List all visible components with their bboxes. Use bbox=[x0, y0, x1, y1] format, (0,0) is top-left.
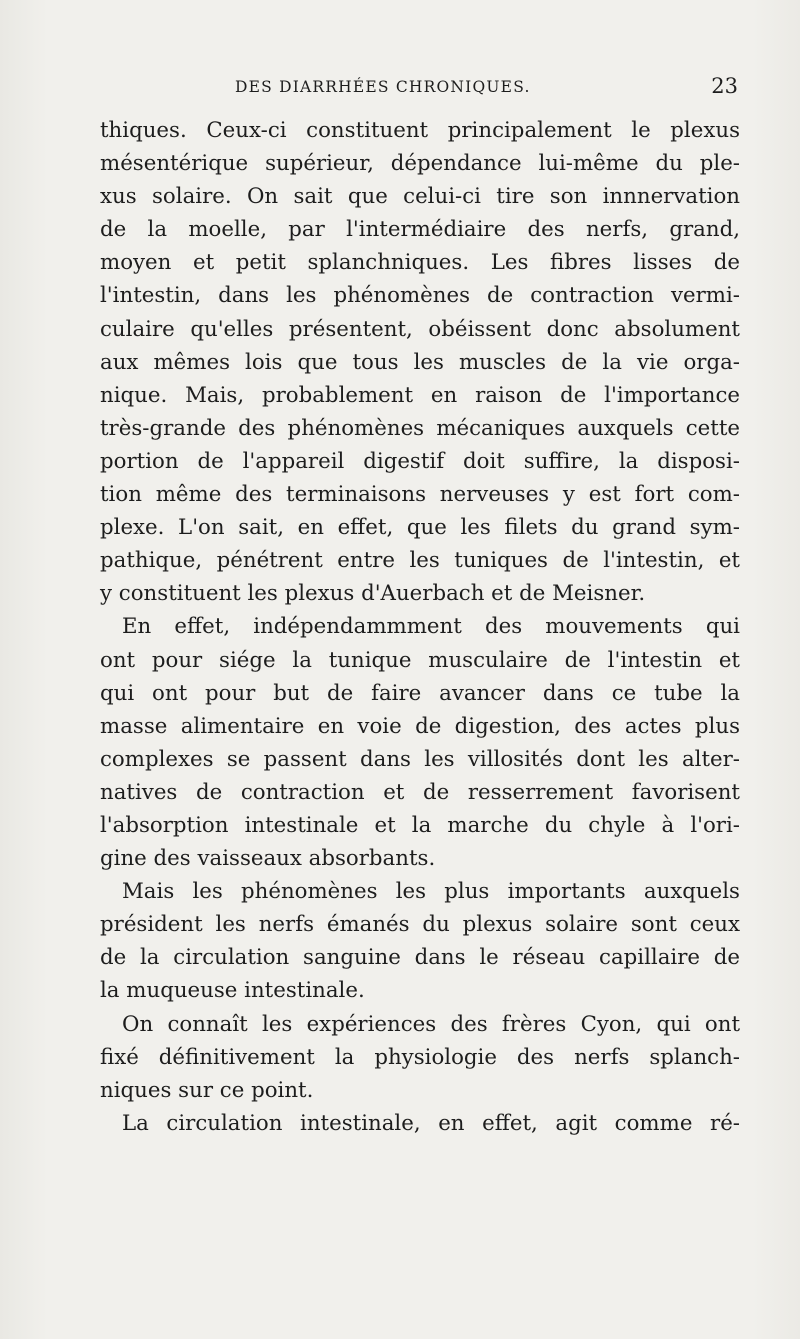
text-line: fixé définitivement la physiologie des nerfs splanch- bbox=[100, 1044, 740, 1070]
running-title: DES DIARRHÉES CHRONIQUES. bbox=[235, 78, 531, 96]
text-line: l'intestin, dans les phénomènes de contraction vermi- bbox=[100, 283, 740, 309]
text-line: mésentérique supérieur, dépendance lui-même du ple- bbox=[100, 151, 740, 177]
text-line: pathique, pénétrent entre les tuniques de l'intestin, et bbox=[100, 548, 740, 574]
text-line: masse alimentaire en voie de digestion, des actes plus bbox=[100, 713, 740, 739]
text-line: moyen et petit splanchniques. Les fibres lisses de bbox=[100, 250, 740, 276]
text-line: complexes se passent dans les villosités dont les alter- bbox=[100, 746, 740, 772]
text-line: natives de contraction et de resserrement favorisent bbox=[100, 779, 740, 805]
text-line: ont pour siége la tunique musculaire de l'intestin et bbox=[100, 647, 740, 673]
text-line: aux mêmes lois que tous les muscles de la vie orga- bbox=[100, 349, 740, 375]
text-line: portion de l'appareil digestif doit suffire, la disposi- bbox=[100, 448, 740, 474]
text-line: y constituent les plexus d'Auerbach et de Meisner. bbox=[100, 581, 646, 607]
text-line: La circulation intestinale, en effet, agit comme ré- bbox=[122, 1110, 740, 1136]
text-line: la muqueuse intestinale. bbox=[100, 978, 365, 1004]
text-line: xus solaire. On sait que celui-ci tire son innnervation bbox=[100, 184, 740, 210]
text-line: de la circulation sanguine dans le réseau capillaire de bbox=[100, 945, 740, 971]
body-text bbox=[100, 114, 740, 1140]
page-number: 23 bbox=[711, 74, 738, 98]
text-line: En effet, indépendammment des mouvements qui bbox=[122, 614, 740, 640]
text-line: Mais les phénomènes les plus importants auxquels bbox=[122, 879, 740, 905]
text-line: président les nerfs émanés du plexus solaire sont ceux bbox=[100, 912, 740, 938]
text-line: nique. Mais, probablement en raison de l'importance bbox=[100, 382, 740, 408]
text-line: niques sur ce point. bbox=[100, 1077, 314, 1103]
text-line: de la moelle, par l'intermédiaire des nerfs, grand, bbox=[100, 217, 740, 243]
text-line: plexe. L'on sait, en effet, que les filets du grand sym- bbox=[100, 515, 740, 541]
text-line: tion même des terminaisons nerveuses y est fort com- bbox=[100, 482, 740, 508]
text-line: très-grande des phénomènes mécaniques auxquels cette bbox=[100, 415, 740, 441]
text-line: On connaît les expériences des frères Cyon, qui ont bbox=[122, 1011, 740, 1037]
text-line: culaire qu'elles présentent, obéissent donc absolument bbox=[100, 316, 740, 342]
text-line: gine des vaisseaux absorbants. bbox=[100, 846, 436, 872]
text-line: qui ont pour but de faire avancer dans ce tube la bbox=[100, 680, 740, 706]
text-line: l'absorption intestinale et la marche du chyle à l'ori- bbox=[100, 812, 740, 838]
running-head bbox=[100, 74, 738, 102]
text-line: thiques. Ceux-ci constituent principalement le plexus bbox=[100, 118, 740, 143]
